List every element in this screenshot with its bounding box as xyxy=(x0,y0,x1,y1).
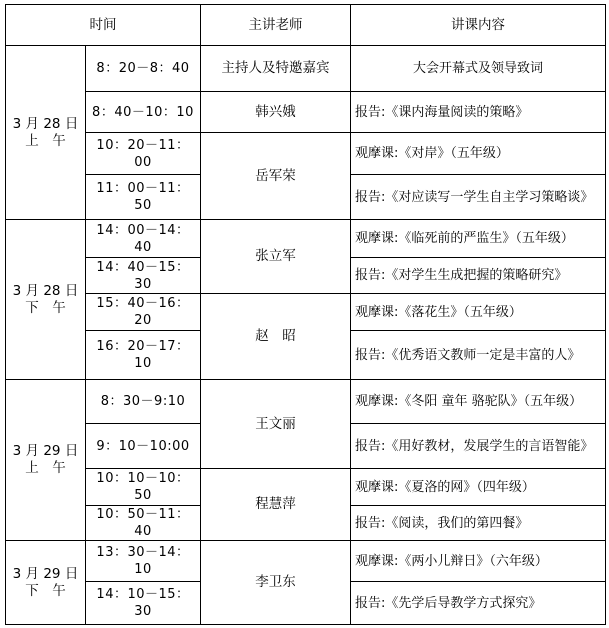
teacher-cell: 韩兴娥 xyxy=(201,92,351,133)
table-row xyxy=(6,541,606,582)
date-label: 3 月 29 日 xyxy=(12,443,79,459)
time-cell: 14：00－14：40 xyxy=(86,220,201,258)
content-cell: 观摩课:《夏洛的网》（四年级） xyxy=(351,469,606,506)
content-cell: 观摩课:《对岸》（五年级） xyxy=(351,133,606,175)
period-label: 上 午 xyxy=(25,460,66,476)
table-row xyxy=(6,92,606,133)
date-cell xyxy=(6,46,86,220)
time-cell: 15：40－16：20 xyxy=(86,294,201,331)
table-row xyxy=(6,133,606,175)
period-label: 下 午 xyxy=(25,582,66,599)
header-row xyxy=(6,5,606,46)
content-cell: 报告:《优秀语文教师一定是丰富的人》 xyxy=(351,331,606,380)
header-time: 时间 xyxy=(6,5,201,46)
content-cell: 报告:《阅读，我们的第四餐》 xyxy=(351,506,606,541)
time-cell: 13：30－14：10 xyxy=(86,541,201,582)
time-cell: 10：20－11：00 xyxy=(86,133,201,175)
time-cell: 8：40－10：10 xyxy=(86,92,201,133)
header-content: 讲课内容 xyxy=(351,5,606,46)
time-cell: 10：10－10：50 xyxy=(86,469,201,506)
date-label: 3 月 29 日 xyxy=(12,565,79,582)
time-cell: 10：50－11：40 xyxy=(86,506,201,541)
date-cell xyxy=(6,380,86,541)
table-row xyxy=(6,469,606,506)
time-cell: 8：20－8：40 xyxy=(86,46,201,92)
content-cell: 报告:《对应读写一学生自主学习策略谈》 xyxy=(351,175,606,220)
time-cell: 11：00－11：50 xyxy=(86,175,201,220)
table-row xyxy=(6,220,606,258)
content-cell: 观摩课:《两小儿辩日》（六年级） xyxy=(351,541,606,582)
time-cell: 14：40－15：30 xyxy=(86,258,201,294)
table-row xyxy=(6,294,606,331)
date-label: 3 月 28 日 xyxy=(12,282,79,299)
teacher-cell: 李卫东 xyxy=(201,541,351,625)
date-cell xyxy=(6,220,86,380)
content-cell: 报告:《用好教材，发展学生的言语智能》 xyxy=(351,424,606,469)
content-cell: 观摩课:《落花生》（五年级） xyxy=(351,294,606,331)
content-cell: 观摩课:《冬阳 童年 骆驼队》（五年级） xyxy=(351,380,606,424)
teacher-cell: 王文丽 xyxy=(201,380,351,469)
content-cell: 观摩课:《临死前的严监生》（五年级） xyxy=(351,220,606,258)
content-cell: 大会开幕式及领导致词 xyxy=(351,46,606,92)
date-label: 3 月 28 日 xyxy=(12,115,79,132)
teacher-cell: 岳军荣 xyxy=(201,133,351,220)
period-label: 上 午 xyxy=(25,132,66,149)
time-cell: 14：10－15：30 xyxy=(86,582,201,625)
schedule-table xyxy=(5,4,606,625)
content-cell: 报告:《课内海量阅读的策略》 xyxy=(351,92,606,133)
table-row xyxy=(6,46,606,92)
date-cell xyxy=(6,541,86,625)
time-cell: 16：20－17：10 xyxy=(86,331,201,380)
time-cell: 8：30－9:10 xyxy=(86,380,201,424)
content-cell: 报告:《先学后导教学方式探究》 xyxy=(351,582,606,625)
teacher-cell: 赵 昭 xyxy=(201,294,351,380)
table-row xyxy=(6,380,606,424)
teacher-cell: 主持人及特邀嘉宾 xyxy=(201,46,351,92)
content-cell: 报告:《对学生生成把握的策略研究》 xyxy=(351,258,606,294)
header-teacher: 主讲老师 xyxy=(201,5,351,46)
period-label: 下 午 xyxy=(25,299,66,316)
teacher-cell: 张立军 xyxy=(201,220,351,294)
teacher-cell: 程慧萍 xyxy=(201,469,351,541)
time-cell: 9：10－10:00 xyxy=(86,424,201,469)
